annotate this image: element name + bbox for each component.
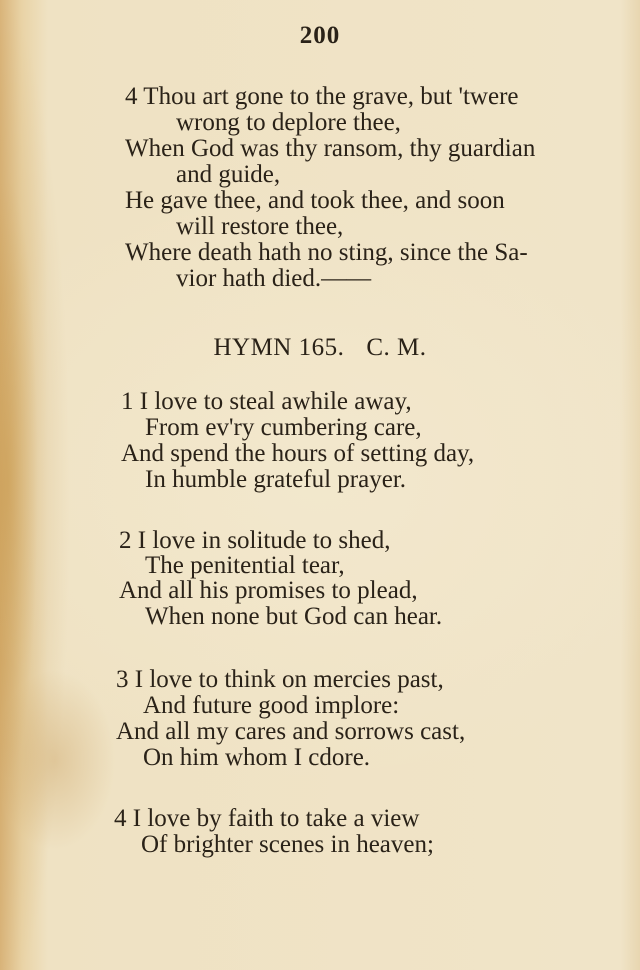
verse-line: Where death hath no sting, since the Sa- — [125, 239, 528, 266]
verse-line: From ev'ry cumbering care, — [145, 414, 422, 441]
verse-line: vior hath died.—— — [176, 265, 372, 292]
verse-line: Of brighter scenes in heaven; — [141, 831, 434, 858]
verse-line: And future good implore: — [143, 692, 400, 719]
verse-line: And spend the hours of setting day, — [121, 440, 475, 467]
page-number: 200 — [299, 22, 341, 49]
verse-line: 2 I love in solitude to shed, — [119, 527, 391, 554]
verse-line: And all his promises to plead, — [119, 577, 418, 604]
hymn-heading — [0, 334, 640, 362]
hymn-meter: C. M. — [366, 334, 427, 361]
verse-line: 4 Thou art gone to the grave, but 'twere — [125, 83, 519, 110]
verse-line: He gave thee, and took thee, and soon — [125, 187, 505, 214]
verse-line: In humble grateful prayer. — [145, 466, 407, 493]
verse-line: And all my cares and sorrows cast, — [116, 718, 466, 745]
verse-line: and guide, — [176, 161, 281, 188]
verse-line: 1 I love to steal awhile away, — [121, 388, 412, 415]
verse-line: On him whom I cdore. — [143, 744, 371, 771]
verse-line: When God was thy ransom, thy guardian — [125, 135, 536, 162]
verse-line: 4 I love by faith to take a view — [114, 805, 420, 832]
verse-line: will restore thee, — [176, 213, 344, 240]
verse-line: When none but God can hear. — [145, 603, 443, 630]
verse-line: The penitential tear, — [145, 552, 345, 579]
verse-line: wrong to deplore thee, — [176, 109, 401, 136]
verse-line: 3 I love to think on mercies past, — [116, 666, 444, 693]
hymn-number: HYMN 165. — [213, 334, 345, 361]
